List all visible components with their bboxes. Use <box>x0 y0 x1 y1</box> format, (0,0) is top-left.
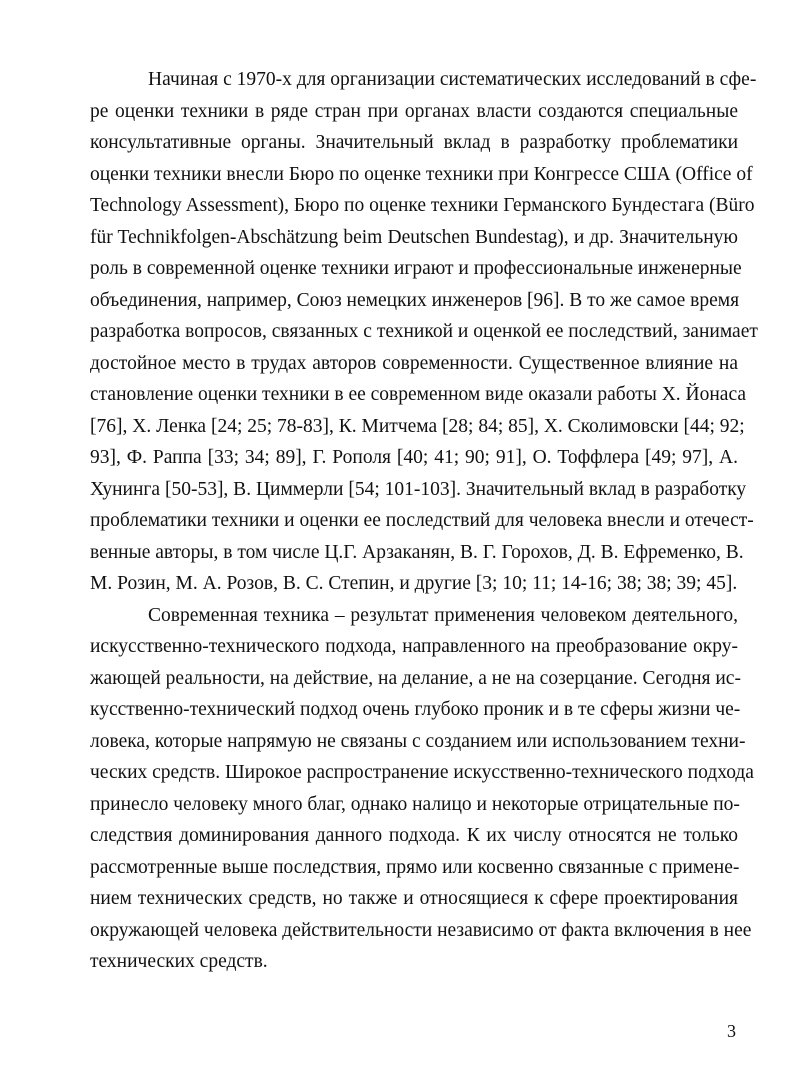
paragraph-2-line: ловека, которые напрямую не связаны с созданием или использованием техни- <box>90 730 746 752</box>
paragraph-1-line: оценки техники внесли Бюро по оценке техники при Конгрессе США (Office of <box>90 163 753 185</box>
paragraph-1-line: объединения, например, Союз немецких инженеров [96]. В то же самое время <box>90 289 740 311</box>
paragraph-1-line: консультативные органы. Значительный вклад в разработку проблематики <box>90 132 738 153</box>
paragraph-1-line: венные авторы, в том числе Ц.Г. Арзаканян, В. Г. Горохов, Д. В. Ефременко, В. <box>90 541 744 563</box>
paragraph-2-line: жающей реальности, на действие, на делание, а не на созерцание. Сегодня ис- <box>90 667 741 689</box>
paragraph-1-line: разработка вопросов, связанных с техникой и оценкой ее последствий, занимает <box>90 321 758 342</box>
paragraph-2-line: кусственно-технический подход очень глубоко проник и в те сферы жизни че- <box>90 699 741 720</box>
paragraph-1-line: ре оценки техники в ряде стран при органах власти создаются специальные <box>90 100 738 122</box>
body-text <box>90 64 758 978</box>
paragraph-2-line: нием технических средств, но также и относящиеся к сфере проектирования <box>90 888 738 909</box>
paragraph-2 <box>90 600 754 978</box>
paragraph-2-line: окружающей человека действительности независимо от факта включения в нее <box>90 919 752 941</box>
paragraph-1-line: 93], Ф. Раппа [33; 34; 89], Г. Рополя [40; 41; 90; 91], О. Тоффлера [49; 97], А. <box>90 447 738 468</box>
paragraph-1-line: роль в современной оценке техники играют и профессиональные инженерные <box>90 258 742 279</box>
paragraph-2-line: технических средств. <box>90 951 268 972</box>
paragraph-2-line: Современная техника – результат применения человеком деятельного, <box>148 604 738 626</box>
paragraph-2-line: искусственно-технического подхода, направленного на преобразование окру- <box>90 636 738 657</box>
paragraph-1-line: М. Розин, М. А. Розов, В. С. Степин, и другие [3; 10; 11; 14-16; 38; 38; 39; 45]. <box>90 573 738 594</box>
paragraph-1-line: Technology Assessment), Бюро по оценке техники Германского Бундестага (Büro <box>90 195 755 216</box>
paragraph-2-line: ческих средств. Широкое распространение искусственно-технического подхода <box>90 762 754 783</box>
page-number: 3 <box>727 1021 736 1041</box>
paragraph-1-line: für Technikfolgen-Abschätzung beim Deutschen Bundestag), и др. Значительную <box>90 226 738 248</box>
paragraph-1-line: Хунинга [50-53], В. Циммерли [54; 101-103]. Значительный вклад в разработку <box>90 478 747 500</box>
paragraph-1-line: достойное место в трудах авторов современности. Существенное влияние на <box>90 352 738 374</box>
paragraph-2-line: следствия доминирования данного подхода. К их числу относятся не только <box>90 825 738 846</box>
paragraph-1-line: проблематики техники и оценки ее последствий для человека внесли и отечест- <box>90 510 754 531</box>
paragraph-1-line: становление оценки техники в ее современном виде оказали работы Х. Йонаса <box>90 384 746 405</box>
paragraph-2-line: принесло человеку много благ, однако налицо и некоторые отрицательные по- <box>90 793 740 815</box>
paragraph-1-line: [76], Х. Ленка [24; 25; 78-83], К. Митчема [28; 84; 85], Х. Сколимовски [44; 92; <box>90 415 745 437</box>
paragraph-2-line: рассмотренные выше последствия, прямо или косвенно связанные с примене- <box>90 856 740 878</box>
paragraph-1-line: Начиная с 1970-х для организации систематических исследований в сфе- <box>148 69 757 90</box>
paragraph-1 <box>90 64 758 600</box>
